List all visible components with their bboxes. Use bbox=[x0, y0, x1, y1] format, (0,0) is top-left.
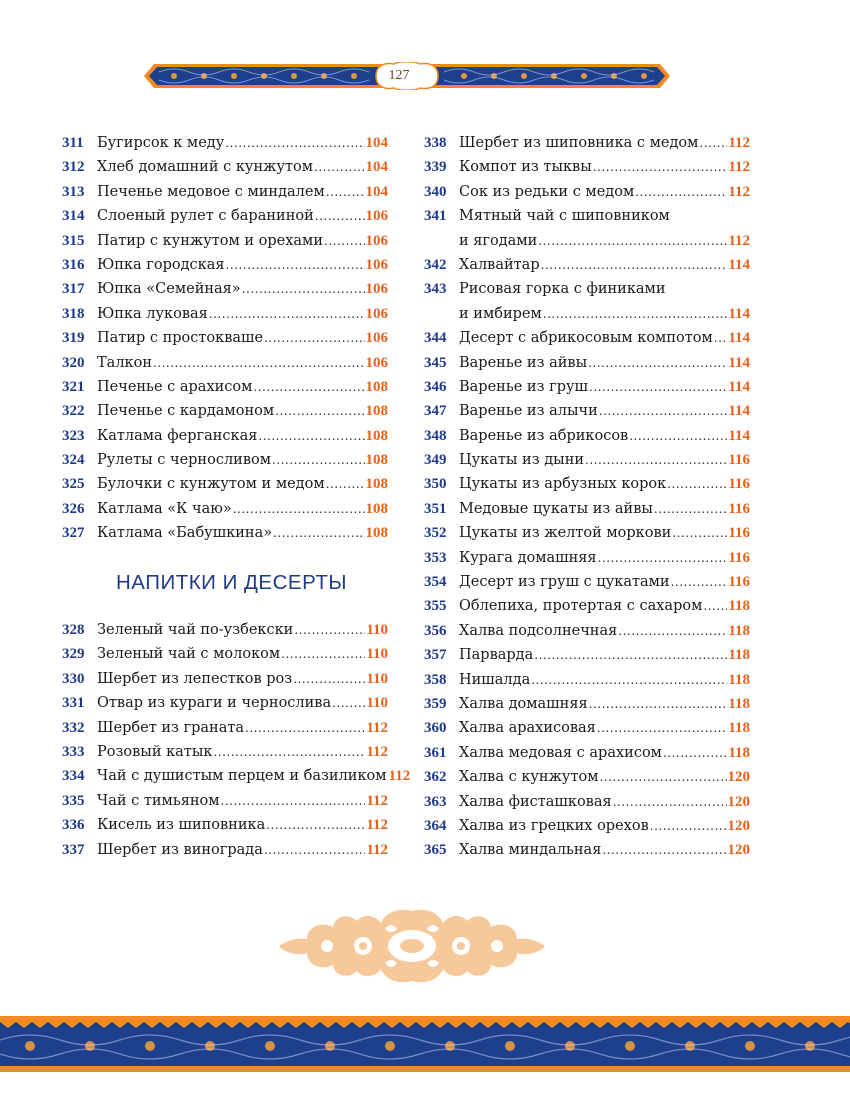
dot-leader bbox=[534, 643, 727, 667]
toc-entry bbox=[424, 546, 750, 570]
toc-left-bottom bbox=[62, 618, 411, 862]
dot-leader bbox=[629, 424, 727, 448]
dot-leader bbox=[266, 813, 365, 837]
toc-entry bbox=[62, 618, 388, 642]
page-reference: 120 bbox=[727, 769, 750, 786]
page-reference: 114 bbox=[728, 427, 750, 444]
recipe-title: Юпка «Семейная» bbox=[97, 281, 241, 298]
recipe-title: Юпка городская bbox=[97, 256, 225, 273]
dot-leader bbox=[242, 277, 365, 301]
toc-entry bbox=[62, 253, 388, 277]
toc-entry bbox=[62, 472, 388, 496]
toc-entry bbox=[424, 375, 750, 399]
page-reference: 112 bbox=[366, 817, 388, 834]
dot-leader bbox=[245, 716, 365, 740]
page-reference: 106 bbox=[365, 256, 388, 273]
recipe-number: 313 bbox=[62, 183, 85, 200]
dot-leader bbox=[315, 204, 365, 228]
recipe-title: Сок из редьки с медом bbox=[459, 183, 635, 200]
recipe-number: 344 bbox=[424, 330, 447, 347]
page-reference: 114 bbox=[728, 256, 750, 273]
recipe-title: Хлеб домашний с кунжутом bbox=[97, 159, 314, 176]
recipe-number: 318 bbox=[62, 305, 85, 322]
recipe-title: Халва миндальная bbox=[459, 842, 602, 859]
toc-entry bbox=[424, 277, 750, 301]
recipe-number: 365 bbox=[424, 842, 447, 859]
dot-leader bbox=[654, 497, 727, 521]
toc-entry bbox=[424, 814, 750, 838]
toc-entry bbox=[62, 448, 388, 472]
page-reference: 112 bbox=[728, 135, 750, 151]
toc-left-top bbox=[62, 131, 388, 546]
recipe-title: Халва домашняя bbox=[459, 695, 588, 712]
toc-entry bbox=[62, 838, 388, 862]
toc-entry bbox=[424, 229, 750, 253]
toc-entry bbox=[62, 326, 388, 350]
toc-entry bbox=[424, 765, 750, 789]
page-reference: 116 bbox=[728, 452, 750, 469]
dot-leader bbox=[225, 131, 364, 155]
recipe-title: Мятный чай с шиповником bbox=[459, 208, 670, 225]
recipe-number: 324 bbox=[62, 452, 85, 469]
page-reference: 106 bbox=[365, 354, 388, 371]
dot-leader bbox=[332, 691, 365, 715]
recipe-number: 337 bbox=[62, 841, 85, 858]
toc-entry bbox=[424, 399, 750, 423]
dot-leader bbox=[585, 448, 727, 472]
page-reference: 112 bbox=[366, 719, 388, 736]
recipe-title: Шербет из шиповника с медом bbox=[459, 135, 699, 151]
recipe-number: 314 bbox=[62, 208, 85, 225]
dot-leader bbox=[264, 838, 365, 862]
toc-entry bbox=[62, 424, 388, 448]
page-reference: 112 bbox=[388, 768, 411, 785]
dot-leader bbox=[650, 814, 727, 838]
dot-leader bbox=[593, 155, 728, 179]
page-reference: 114 bbox=[728, 305, 750, 322]
dot-leader bbox=[253, 375, 364, 399]
dot-leader bbox=[275, 399, 364, 423]
recipe-number: 317 bbox=[62, 281, 85, 298]
recipe-title: Печенье с кардамоном bbox=[97, 403, 275, 420]
recipe-title: Парварда bbox=[459, 647, 534, 664]
toc-entry bbox=[424, 131, 750, 155]
recipe-number: 340 bbox=[424, 183, 447, 200]
toc-entry bbox=[424, 155, 750, 179]
recipe-title: и ягодами bbox=[459, 232, 538, 249]
recipe-number: 330 bbox=[62, 670, 85, 687]
page-reference: 116 bbox=[728, 500, 750, 517]
decorative-ornament bbox=[277, 905, 547, 987]
dot-leader bbox=[324, 229, 365, 253]
page-reference: 120 bbox=[727, 842, 750, 859]
toc-entry bbox=[62, 764, 411, 788]
dot-leader bbox=[613, 790, 727, 814]
toc-entry bbox=[424, 448, 750, 472]
dot-leader bbox=[273, 521, 364, 545]
recipe-title: Чай с тимьяном bbox=[97, 792, 220, 809]
page-reference: 118 bbox=[728, 744, 750, 761]
toc-entry bbox=[62, 229, 388, 253]
toc-entry bbox=[62, 642, 388, 666]
toc-entry bbox=[62, 716, 388, 740]
toc-entry bbox=[62, 131, 388, 155]
page-reference: 116 bbox=[728, 476, 750, 493]
dot-leader bbox=[589, 692, 728, 716]
dot-leader bbox=[221, 789, 366, 813]
recipe-number: 342 bbox=[424, 256, 447, 273]
page-reference: 118 bbox=[728, 647, 750, 664]
recipe-number: 341 bbox=[424, 208, 447, 225]
toc-entry bbox=[62, 789, 388, 813]
dot-leader bbox=[699, 131, 727, 155]
dot-leader bbox=[589, 375, 727, 399]
recipe-number: 311 bbox=[62, 135, 84, 151]
dot-leader bbox=[599, 399, 728, 423]
recipe-title: Талкон bbox=[97, 354, 152, 371]
recipe-number: 338 bbox=[424, 135, 447, 151]
recipe-number: 316 bbox=[62, 256, 85, 273]
recipe-number: 332 bbox=[62, 719, 85, 736]
recipe-number: 339 bbox=[424, 159, 447, 176]
recipe-title: Катлама ферганская bbox=[97, 427, 258, 444]
recipe-number: 353 bbox=[424, 549, 447, 566]
toc-entry bbox=[424, 326, 750, 350]
page-reference: 118 bbox=[728, 622, 750, 639]
page-reference: 110 bbox=[366, 695, 388, 712]
dot-leader bbox=[538, 229, 727, 253]
section-heading: НАПИТКИ И ДЕСЕРТЫ bbox=[116, 571, 347, 594]
dot-leader bbox=[672, 521, 727, 545]
recipe-number: 363 bbox=[424, 793, 447, 810]
page-reference: 110 bbox=[366, 646, 388, 663]
recipe-title: Цукаты из дыни bbox=[459, 452, 585, 469]
recipe-number: 334 bbox=[62, 768, 85, 785]
recipe-title: Слоеный рулет с бараниной bbox=[97, 208, 314, 225]
toc-right bbox=[424, 131, 750, 863]
page-reference: 116 bbox=[728, 549, 750, 566]
recipe-number: 358 bbox=[424, 671, 447, 688]
dot-leader bbox=[272, 448, 365, 472]
recipe-title: Катлама «К чаю» bbox=[97, 500, 232, 517]
dot-leader bbox=[703, 594, 727, 618]
dot-leader bbox=[602, 838, 726, 862]
page-reference: 114 bbox=[728, 354, 750, 371]
page-reference: 104 bbox=[365, 135, 388, 151]
recipe-number: 312 bbox=[62, 159, 85, 176]
page-reference: 104 bbox=[365, 183, 388, 200]
page-reference: 108 bbox=[365, 500, 388, 517]
recipe-number: 321 bbox=[62, 378, 85, 395]
recipe-title: Халвайтар bbox=[459, 256, 540, 273]
toc-entry bbox=[62, 155, 388, 179]
recipe-title: Кисель из шиповника bbox=[97, 817, 266, 834]
recipe-title: Медовые цукаты из айвы bbox=[459, 500, 653, 517]
recipe-title: Булочки с кунжутом и медом bbox=[97, 476, 325, 493]
dot-leader bbox=[326, 180, 365, 204]
recipe-title: Зеленый чай с молоком bbox=[97, 646, 281, 663]
recipe-number: 352 bbox=[424, 525, 447, 542]
recipe-number: 320 bbox=[62, 354, 85, 371]
page-reference: 108 bbox=[365, 525, 388, 542]
recipe-title: Шербет из винограда bbox=[97, 841, 263, 858]
recipe-title: Цукаты из желтой моркови bbox=[459, 525, 672, 542]
recipe-number: 348 bbox=[424, 427, 447, 444]
recipe-title: Отвар из кураги и чернослива bbox=[97, 695, 332, 712]
dot-leader bbox=[326, 472, 365, 496]
recipe-number: 356 bbox=[424, 622, 447, 639]
dot-leader bbox=[153, 351, 365, 375]
recipe-title: Халва с кунжутом bbox=[459, 769, 599, 786]
recipe-title: Халва арахисовая bbox=[459, 720, 596, 737]
dot-leader bbox=[294, 618, 365, 642]
page-reference: 108 bbox=[365, 378, 388, 395]
page-reference: 114 bbox=[728, 378, 750, 395]
toc-entry bbox=[424, 424, 750, 448]
recipe-title: Нишалда bbox=[459, 671, 531, 688]
page-reference: 110 bbox=[366, 622, 388, 638]
toc-entry bbox=[424, 643, 750, 667]
page-reference: 118 bbox=[728, 671, 750, 688]
dot-leader bbox=[541, 253, 728, 277]
page-reference: 116 bbox=[728, 574, 750, 591]
recipe-number: 327 bbox=[62, 525, 85, 542]
recipe-number: 361 bbox=[424, 744, 447, 761]
toc-entry bbox=[424, 594, 750, 618]
page-reference: 114 bbox=[728, 330, 750, 347]
recipe-number: 335 bbox=[62, 792, 85, 809]
recipe-title: Катлама «Бабушкина» bbox=[97, 525, 273, 542]
dot-leader bbox=[671, 570, 728, 594]
recipe-number: 354 bbox=[424, 574, 447, 591]
toc-entry bbox=[424, 668, 750, 692]
dot-leader bbox=[588, 351, 727, 375]
toc-entry bbox=[424, 692, 750, 716]
page-reference: 106 bbox=[365, 232, 388, 249]
toc-entry bbox=[62, 302, 388, 326]
recipe-title: Курага домашняя bbox=[459, 549, 597, 566]
dot-leader bbox=[635, 180, 727, 204]
recipe-title: Цукаты из арбузных корок bbox=[459, 476, 667, 493]
recipe-number: 362 bbox=[424, 769, 447, 786]
toc-entry bbox=[424, 302, 750, 326]
recipe-title: Халва фисташковая bbox=[459, 793, 612, 810]
dot-leader bbox=[543, 302, 728, 326]
recipe-title: Шербет из граната bbox=[97, 719, 245, 736]
recipe-title: Розовый катык bbox=[97, 743, 213, 760]
recipe-title: Варенье из абрикосов bbox=[459, 427, 629, 444]
recipe-title: Чай с душистым перцем и базиликом bbox=[97, 768, 387, 785]
page-reference: 106 bbox=[365, 281, 388, 298]
toc-entry bbox=[62, 399, 388, 423]
toc-entry bbox=[424, 716, 750, 740]
dot-leader bbox=[213, 740, 365, 764]
toc-entry bbox=[424, 521, 750, 545]
page-reference: 120 bbox=[727, 817, 750, 834]
recipe-title: Варенье из алычи bbox=[459, 403, 598, 420]
recipe-title: Десерт с абрикосовым компотом bbox=[459, 330, 713, 347]
toc-entry bbox=[424, 253, 750, 277]
page-reference: 108 bbox=[365, 427, 388, 444]
dot-leader bbox=[667, 472, 727, 496]
recipe-number: 323 bbox=[62, 427, 85, 444]
dot-leader bbox=[209, 302, 365, 326]
dot-leader bbox=[597, 716, 727, 740]
page-reference: 108 bbox=[365, 403, 388, 420]
recipe-number: 315 bbox=[62, 232, 85, 249]
page-reference: 112 bbox=[728, 159, 750, 176]
dot-leader bbox=[226, 253, 365, 277]
toc-entry bbox=[62, 351, 388, 375]
recipe-number: 333 bbox=[62, 743, 85, 760]
recipe-number: 329 bbox=[62, 646, 85, 663]
page-reference: 114 bbox=[728, 403, 750, 420]
dot-leader bbox=[314, 155, 364, 179]
recipe-number: 360 bbox=[424, 720, 447, 737]
toc-entry bbox=[62, 740, 388, 764]
dot-leader bbox=[714, 326, 728, 350]
page-reference: 108 bbox=[365, 452, 388, 469]
toc-entry bbox=[424, 180, 750, 204]
page-reference: 112 bbox=[366, 743, 388, 760]
page-reference: 110 bbox=[366, 670, 388, 687]
dot-leader bbox=[598, 546, 728, 570]
dot-leader bbox=[600, 765, 727, 789]
recipe-title: Халва медовая с арахисом bbox=[459, 744, 662, 761]
recipe-number: 325 bbox=[62, 476, 85, 493]
recipe-title: Патир с кунжутом и орехами bbox=[97, 232, 323, 249]
page-number: 127 bbox=[388, 68, 410, 83]
page-reference: 118 bbox=[728, 720, 750, 737]
recipe-title: Халва из грецких орехов bbox=[459, 817, 649, 834]
toc-entry bbox=[62, 667, 388, 691]
page-reference: 118 bbox=[728, 695, 750, 712]
recipe-number: 347 bbox=[424, 403, 447, 420]
toc-entry bbox=[62, 497, 388, 521]
recipe-title: Печенье медовое с миндалем bbox=[97, 183, 325, 200]
toc-entry bbox=[424, 204, 750, 228]
recipe-number: 319 bbox=[62, 330, 85, 347]
page-reference: 112 bbox=[728, 232, 750, 249]
page-reference: 104 bbox=[365, 159, 388, 176]
dot-leader bbox=[264, 326, 364, 350]
recipe-title: Зеленый чай по-узбекски bbox=[97, 622, 294, 638]
page-reference: 106 bbox=[365, 330, 388, 347]
recipe-number: 346 bbox=[424, 378, 447, 395]
recipe-title: и имбирем bbox=[459, 305, 542, 322]
recipe-title: Компот из тыквы bbox=[459, 159, 592, 176]
dot-leader bbox=[531, 668, 727, 692]
recipe-number: 328 bbox=[62, 622, 85, 638]
toc-entry bbox=[62, 204, 388, 228]
toc-entry bbox=[62, 691, 388, 715]
recipe-number: 355 bbox=[424, 598, 447, 615]
toc-entry bbox=[424, 838, 750, 862]
recipe-title: Варенье из груш bbox=[459, 378, 588, 395]
recipe-number: 349 bbox=[424, 452, 447, 469]
recipe-title: Юпка луковая bbox=[97, 305, 208, 322]
page-reference: 120 bbox=[727, 793, 750, 810]
dot-leader bbox=[281, 642, 365, 666]
dot-leader bbox=[293, 667, 365, 691]
bottom-ornament-band bbox=[0, 1016, 850, 1072]
dot-leader bbox=[618, 619, 727, 643]
page-reference: 112 bbox=[366, 792, 388, 809]
recipe-number: 343 bbox=[424, 281, 447, 298]
recipe-title: Рисовая горка с финиками bbox=[459, 281, 666, 298]
recipe-number: 351 bbox=[424, 500, 447, 517]
toc-entry bbox=[424, 619, 750, 643]
recipe-title: Халва подсолнечная bbox=[459, 622, 618, 639]
toc-entry bbox=[62, 277, 388, 301]
recipe-number: 350 bbox=[424, 476, 447, 493]
toc-entry bbox=[424, 351, 750, 375]
dot-leader bbox=[663, 741, 727, 765]
recipe-title: Рулеты с черносливом bbox=[97, 452, 271, 469]
toc-entry bbox=[62, 375, 388, 399]
page-reference: 106 bbox=[365, 305, 388, 322]
toc-entry bbox=[424, 570, 750, 594]
toc-entry bbox=[62, 813, 388, 837]
toc-entry bbox=[424, 790, 750, 814]
toc-entry bbox=[424, 741, 750, 765]
toc-entry bbox=[424, 472, 750, 496]
recipe-title: Бугирсок к меду bbox=[97, 135, 225, 151]
recipe-title: Облепиха, протертая с сахаром bbox=[459, 598, 703, 615]
dot-leader bbox=[258, 424, 364, 448]
page-reference: 116 bbox=[728, 525, 750, 542]
page-reference: 112 bbox=[366, 841, 388, 858]
toc-entry bbox=[62, 180, 388, 204]
page-reference: 108 bbox=[365, 476, 388, 493]
recipe-number: 357 bbox=[424, 647, 447, 664]
page-reference: 106 bbox=[365, 208, 388, 225]
recipe-number: 336 bbox=[62, 817, 85, 834]
recipe-title: Десерт из груш с цукатами bbox=[459, 574, 670, 591]
recipe-title: Патир с простокваше bbox=[97, 330, 264, 347]
dot-leader bbox=[233, 497, 365, 521]
recipe-number: 331 bbox=[62, 695, 85, 712]
recipe-title: Шербет из лепестков роз bbox=[97, 670, 293, 687]
recipe-title: Варенье из айвы bbox=[459, 354, 588, 371]
recipe-number: 364 bbox=[424, 817, 447, 834]
recipe-number: 345 bbox=[424, 354, 447, 371]
recipe-number: 359 bbox=[424, 695, 447, 712]
page-reference: 112 bbox=[728, 183, 750, 200]
toc-entry bbox=[62, 521, 388, 545]
recipe-number: 326 bbox=[62, 500, 85, 517]
recipe-number: 322 bbox=[62, 403, 85, 420]
toc-entry bbox=[424, 497, 750, 521]
recipe-title: Печенье с арахисом bbox=[97, 378, 253, 395]
page-reference: 118 bbox=[728, 598, 750, 615]
